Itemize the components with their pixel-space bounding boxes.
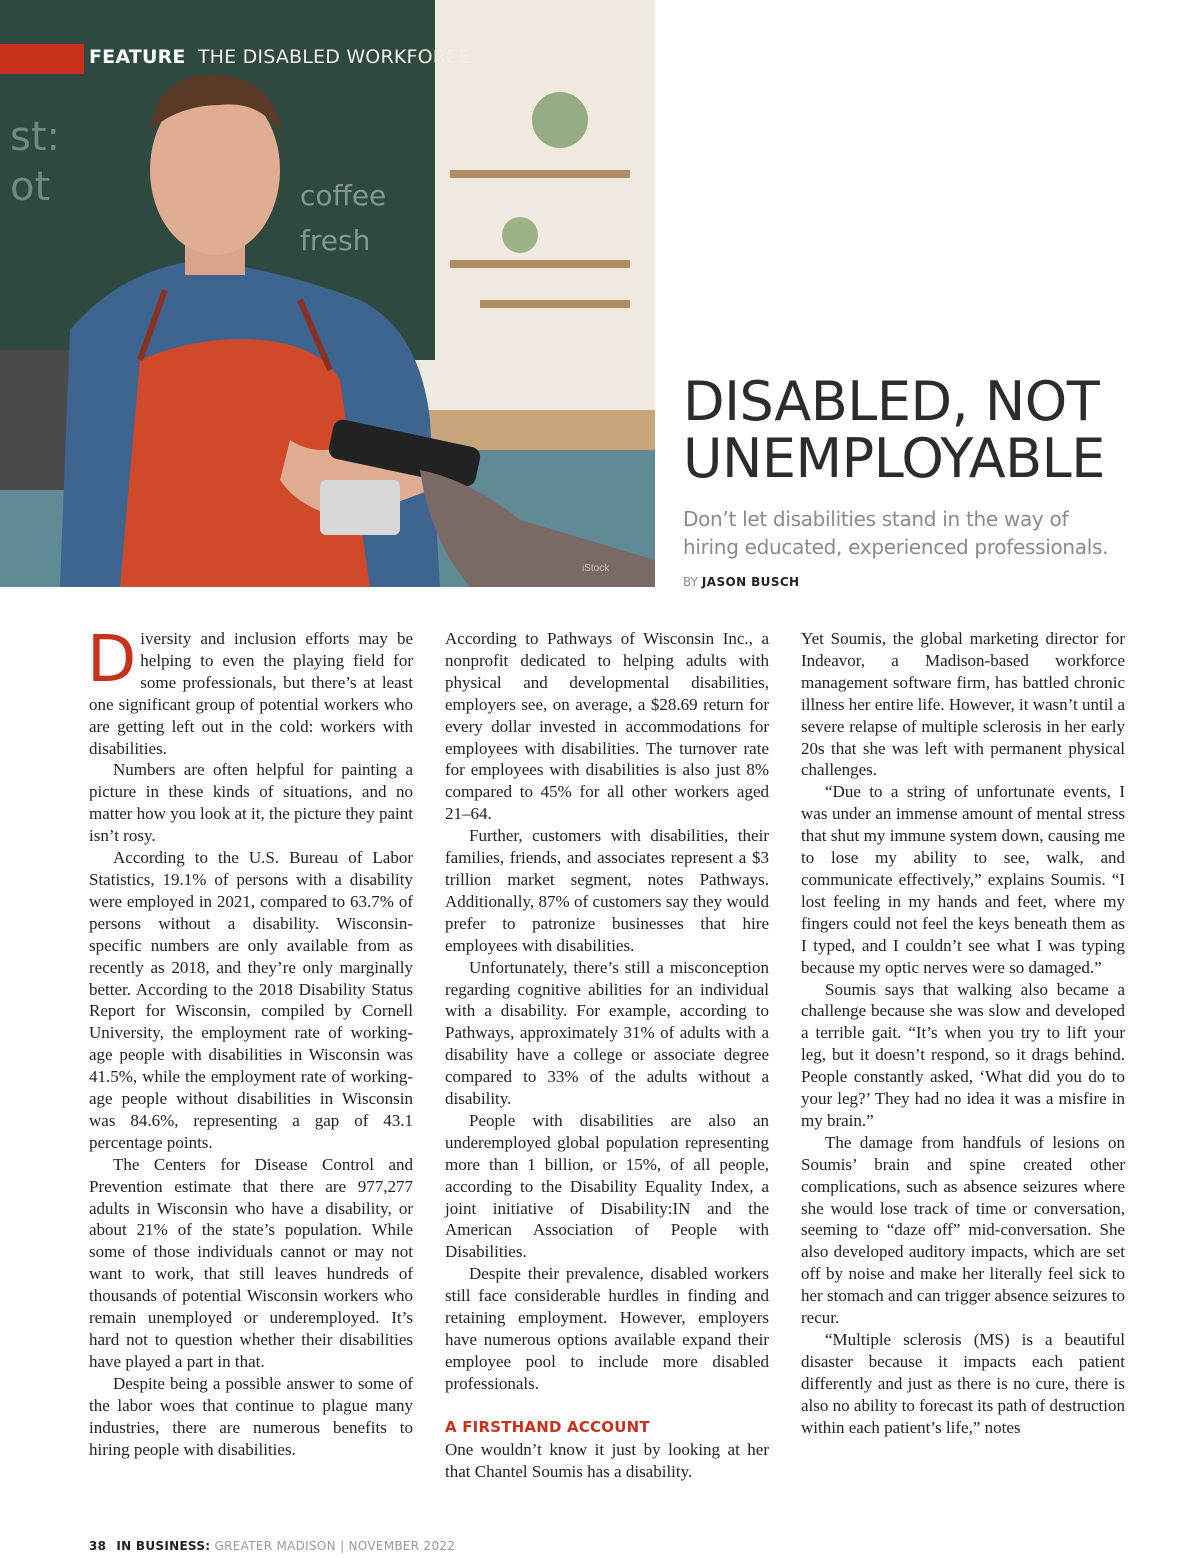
kicker-feature: FEATURE xyxy=(89,46,186,68)
feature-accent-bar xyxy=(0,44,84,74)
publication-name: IN BUSINESS: xyxy=(116,1539,211,1553)
body-paragraph-text: iversity and inclusion efforts may be helping to even the playing field for some professionals, but there’s at least one significant group of potential workers who are getting left out in the cold: workers with disabilities. xyxy=(89,629,413,758)
article-headline xyxy=(683,370,1183,490)
body-paragraph: Further, customers with disabilities, their families, friends, and associates represent a $3 trillion market segment, notes Pathways. Additionally, 87% of customers say they would prefer to patronize businesses that hire employees with disabilities. xyxy=(445,826,769,955)
byline-prefix: BY xyxy=(683,575,698,589)
body-paragraph: The damage from handfuls of lesions on Soumis’ brain and spine created other complications, such as absence seizures where she would lose track of time or conversation, seeming to “daze off” mid-conversation. She also developed auditory impacts, which are set off by noise and make her literally feel sick to her stomach and can trigger absence seizures to recur. xyxy=(801,1132,1125,1328)
body-paragraph: Numbers are often helpful for painting a picture in these kinds of situations, and no matter how you look at it, the picture they paint isn’t rosy. xyxy=(89,760,413,846)
headline-line-1: DISABLED, NOT xyxy=(683,370,1100,433)
svg-text:st:: st: xyxy=(10,114,60,160)
body-paragraph: One wouldn’t know it just by looking at her that Chantel Soumis has a disability. xyxy=(445,1439,769,1481)
section-subhead: A FIRSTHAND ACCOUNT xyxy=(445,1417,650,1436)
issue-info: GREATER MADISON | NOVEMBER 2022 xyxy=(214,1539,456,1553)
chalkboard-word-1: coffee xyxy=(300,179,387,212)
svg-text:ot: ot xyxy=(10,164,51,210)
page-number: 38 xyxy=(89,1539,107,1553)
drop-cap: D xyxy=(87,623,137,697)
body-paragraph: According to Pathways of Wisconsin Inc., a nonprofit dedicated to helping adults with physical and developmental disabilities, employers see, on average, a $28.69 return for every dollar invested in accommodations for employees with disabilities. The turnover rate for employees with disabilities is also just 8% compared to 45% for all other workers aged 21–64. xyxy=(445,629,769,824)
byline-author: JASON BUSCH xyxy=(701,575,800,589)
chalkboard-word-2: fresh xyxy=(300,224,371,257)
body-paragraph: Despite being a possible answer to some of the labor woes that continue to plague many industries, there are numerous benefits to hiring people with disabilities. xyxy=(89,1373,413,1459)
feature-photo xyxy=(0,0,655,587)
byline xyxy=(683,575,800,589)
body-column-1 xyxy=(87,623,413,1460)
body-paragraph: “Due to a string of unfortunate events, I was under an immense amount of mental stress that shut my immune system down, causing me to lose my ability to see, walk, and communicate effectively,” explains Soumis. “I lost feeling in my hands and feet, where my fingers could not feel the keys beneath them as I typed, and I couldn’t see what I was typing because my optic nerves were so damaged.” xyxy=(801,782,1125,977)
body-paragraph: People with disabilities are also an underemployed global population representing more than 1 billion, or 15%, of all people, according to the Disability Equality Index, a joint initiative of Disability:IN and the American Association of People with Disabilities. xyxy=(445,1110,769,1262)
body-paragraph: Despite their prevalence, disabled workers still face considerable hurdles in finding and retaining employment. However, employers have numerous options available expand their employee pool to include more disabled professionals. xyxy=(445,1264,769,1393)
section-kicker xyxy=(89,46,471,68)
page-footer xyxy=(89,1539,455,1553)
kicker-topic: THE DISABLED WORKFORCE xyxy=(197,46,471,68)
body-paragraph: According to the U.S. Bureau of Labor Statistics, 19.1% of persons with a disability were employed in 2021, compared to 63.7% of persons without a disability. Wisconsin-specific numbers are only available from as recently as 2018, and they’re only marginally better. According to the 2018 Disability Status Report for Wisconsin, compiled by Cornell University, the employment rate of working-age people with disabilities in Wisconsin was 41.5%, while the employment rate of working-age people without disabilities in Wisconsin was 84.6%, representing a gap of 43.1 percentage points. xyxy=(89,848,413,1152)
body-paragraph: Unfortunately, there’s still a misconception regarding cognitive abilities for an individual with a disability. For example, according to Pathways, approximately 31% of adults with a disability have a college or associate degree compared to 33% of the adults without a disability. xyxy=(445,957,769,1109)
headline-line-2: UNEMPLOYABLE xyxy=(683,427,1105,490)
body-column-2 xyxy=(445,628,769,1482)
body-paragraph: Soumis says that walking also became a challenge because she was slow and developed a terrible gait. “It’s when you try to lift your leg, but it doesn’t respond, so it drags behind. People constantly asked, ‘What did you do to your leg?’ They had no idea it was a misfire in my brain.” xyxy=(801,979,1125,1130)
barista-photo-illustration xyxy=(0,0,655,587)
article-dek: Don’t let disabilities stand in the way of hiring educated, experienced professionals. xyxy=(683,507,1109,559)
body-paragraph: The Centers for Disease Control and Prevention estimate that there are 977,277 adults in Wisconsin who have a disability, or about 21% of the state’s population. While some of those individuals cannot or may not want to work, that still leaves hundreds of thousands of potential Wisconsin workers who remain unemployed or underemployed. It’s hard not to question whether their disabilities have played a part in that. xyxy=(89,1154,413,1371)
body-paragraph xyxy=(87,623,413,759)
body-paragraph: Yet Soumis, the global marketing director for Indeavor, a Madison-based workforce management software firm, has battled chronic illness her entire life. However, it wasn’t until a severe relapse of multiple sclerosis in her early 20s that she was left with permanent physical challenges. xyxy=(801,629,1125,780)
body-paragraph: “Multiple sclerosis (MS) is a beautiful disaster because it impacts each patient differently and just as there is no cure, there is also no ability to forecast its path of destruction within each patient’s life,” notes xyxy=(801,1330,1125,1437)
photo-credit: iStock xyxy=(582,563,610,574)
body-column-3 xyxy=(801,628,1125,1439)
